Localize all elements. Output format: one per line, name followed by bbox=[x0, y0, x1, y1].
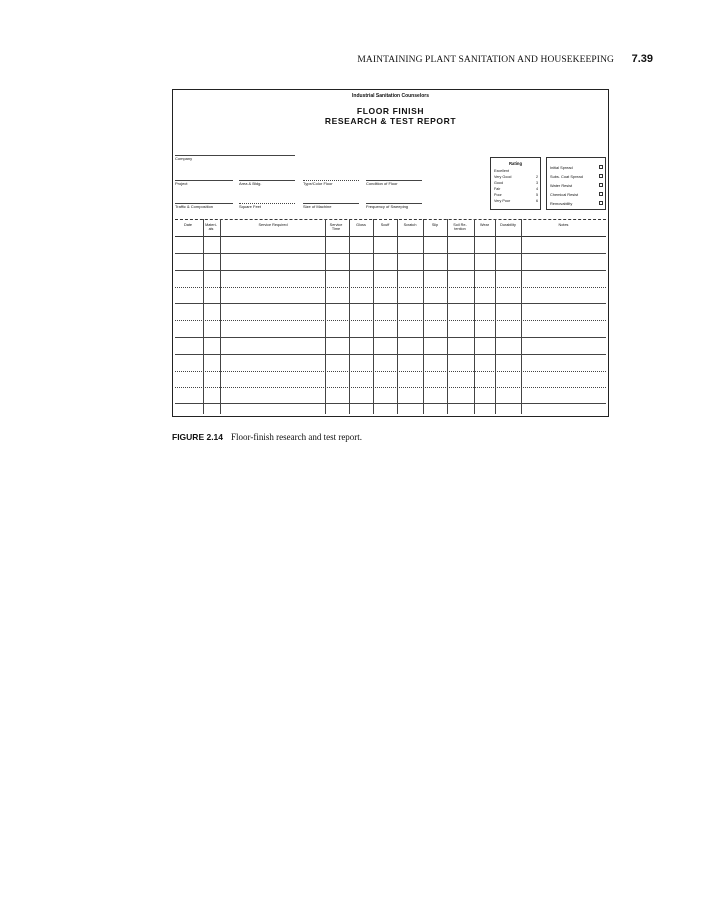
column-header-date: Date bbox=[183, 223, 193, 227]
table-row[interactable] bbox=[175, 403, 606, 404]
project-field[interactable] bbox=[175, 180, 233, 186]
table-row[interactable] bbox=[175, 371, 606, 372]
figure-number: FIGURE 2.14 bbox=[172, 432, 224, 442]
table-row[interactable] bbox=[175, 253, 606, 254]
type-color-floor-label: Type/Color Floor bbox=[303, 181, 333, 186]
rating-row: Very Poor 6 bbox=[494, 199, 538, 203]
caption-text: Floor-finish research and test report. bbox=[231, 432, 363, 442]
traffic-composition-label: Traffic & Composition bbox=[175, 204, 214, 209]
table-row[interactable] bbox=[175, 287, 606, 288]
column-header-wear: Wear bbox=[479, 223, 489, 227]
column-header-service-time: Service Time bbox=[329, 223, 343, 232]
rating-heading: Rating bbox=[508, 161, 523, 166]
removability-checkbox[interactable] bbox=[599, 201, 603, 205]
table-row[interactable] bbox=[175, 270, 606, 271]
rating-row: Good 3 bbox=[494, 181, 538, 185]
size-of-machine-label: Size of Machine bbox=[303, 204, 332, 209]
type-color-floor-field[interactable] bbox=[303, 180, 359, 186]
floor-finish-form bbox=[172, 89, 609, 417]
column-header-scuff: Scuff bbox=[380, 223, 390, 227]
condition-of-floor-label: Condition of Floor bbox=[366, 181, 398, 186]
page-number: 7.39 bbox=[631, 53, 653, 65]
table-row[interactable] bbox=[175, 303, 606, 304]
rating-row: Very Good 2 bbox=[494, 175, 538, 179]
condition-of-floor-field[interactable] bbox=[366, 180, 422, 186]
data-table bbox=[175, 219, 606, 414]
column-header-notes: Notes bbox=[558, 223, 569, 227]
column-header-soil-retention: Soil Re- tention bbox=[453, 223, 467, 232]
area-bldg-label: Area & Bldg. bbox=[239, 181, 262, 186]
attribute-row: Water Resist bbox=[550, 182, 604, 189]
rating-row: Fair 4 bbox=[494, 187, 538, 191]
square-feet-field[interactable] bbox=[239, 203, 295, 209]
organization-name: Industrial Sanitation Counselors bbox=[352, 93, 429, 99]
company-field[interactable] bbox=[175, 155, 295, 161]
form-title-line1: FLOOR FINISH bbox=[356, 106, 425, 116]
water-resist-checkbox[interactable] bbox=[599, 183, 603, 187]
table-row[interactable] bbox=[175, 320, 606, 321]
figure-caption bbox=[172, 432, 362, 442]
attribute-row: Initial Spread bbox=[550, 164, 604, 171]
size-of-machine-field[interactable] bbox=[303, 203, 359, 209]
frequency-field[interactable] bbox=[366, 203, 422, 209]
square-feet-label: Square Feet bbox=[239, 204, 262, 209]
subs-coat-spread-checkbox[interactable] bbox=[599, 174, 603, 178]
running-head bbox=[0, 53, 718, 69]
column-header-materials: Materi- als bbox=[205, 223, 217, 232]
attribute-box bbox=[546, 157, 606, 210]
table-row[interactable] bbox=[175, 337, 606, 338]
column-header-gloss: Gloss bbox=[356, 223, 366, 227]
rating-row: Poor 5 bbox=[494, 193, 538, 197]
table-row[interactable] bbox=[175, 354, 606, 355]
project-label: Project bbox=[175, 181, 188, 186]
rating-row: Excellent bbox=[494, 169, 509, 173]
initial-spread-checkbox[interactable] bbox=[599, 165, 603, 169]
frequency-label: Frequency of Sweeping bbox=[366, 204, 409, 209]
column-header-service-required: Service Required bbox=[258, 223, 288, 227]
area-bldg-field[interactable] bbox=[239, 180, 295, 186]
running-title: MAINTAINING PLANT SANITATION AND HOUSEKEEPING bbox=[357, 55, 614, 65]
rating-box bbox=[490, 157, 541, 210]
attribute-row: Subs. Coat Spread bbox=[550, 173, 604, 180]
chemical-resist-checkbox[interactable] bbox=[599, 192, 603, 196]
traffic-composition-field[interactable] bbox=[175, 203, 233, 209]
form-title-line2: RESEARCH & TEST REPORT bbox=[324, 116, 457, 126]
column-header-slip: Slip bbox=[431, 223, 439, 227]
column-header-scratch: Scratch bbox=[403, 223, 417, 227]
table-row[interactable] bbox=[175, 387, 606, 388]
column-header-durability: Durability bbox=[500, 223, 516, 227]
attribute-row: Chemical Resist bbox=[550, 191, 604, 198]
attribute-row: Removability bbox=[550, 200, 604, 207]
form-title bbox=[173, 106, 608, 126]
company-label: Company bbox=[175, 156, 193, 161]
